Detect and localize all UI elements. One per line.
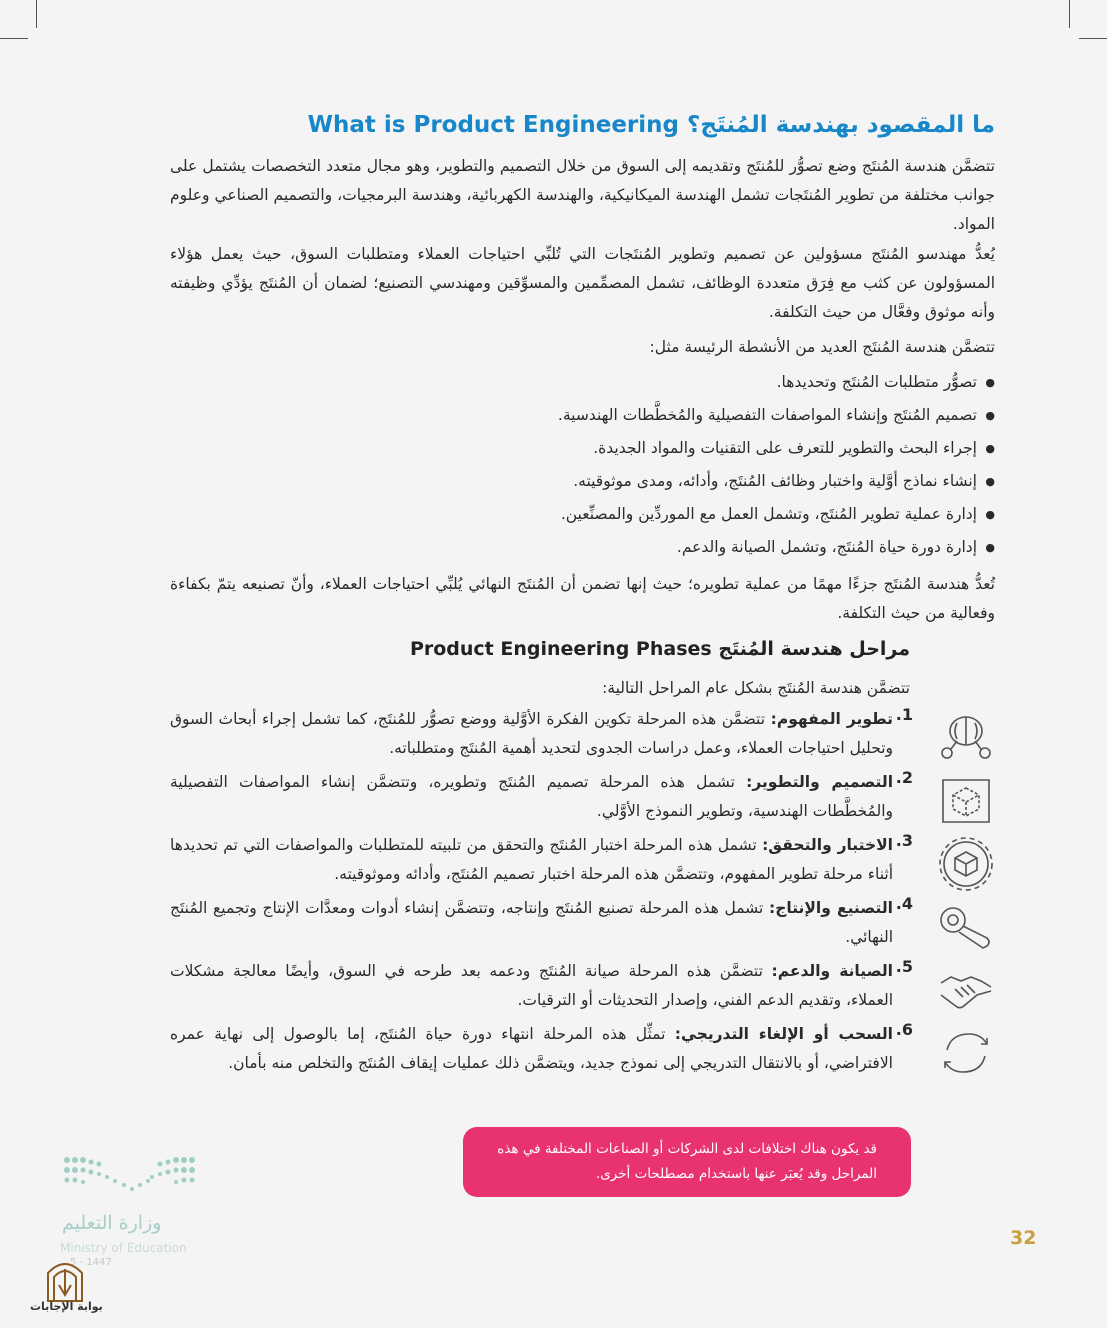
phase-name: تطوير المفهوم: xyxy=(770,710,893,728)
crop-mark xyxy=(0,38,28,39)
ministry-name-ar: وزارة التعليم xyxy=(62,1212,162,1234)
phase-description: تشمل هذه المرحلة تصنيع المُنتَج وإنتاجه، وتتضمَّن إنشاء أدوات ومعدَّات الإنتاج وتجميع المُنتَج النهائي. xyxy=(170,899,893,946)
phase-name: التصميم والتطوير: xyxy=(746,773,894,791)
page-title: ما المقصود بهندسة المُنتَج؟ What is Product Engineering xyxy=(307,112,995,138)
ministry-year: 5 - 1447 xyxy=(70,1257,112,1268)
watermark-logo-icon xyxy=(28,1255,102,1303)
phase-description: تتضمَّن هذه المرحلة صيانة المُنتَج ودعمه بعد طرحه في السوق، وأيضًا معالجة مشكلات العملاء، وتقديم الدعم الفني، وإصدار التحديثات أو الترقيات. xyxy=(170,962,893,1009)
handshake-icon xyxy=(937,961,995,1019)
note-box: قد يكون هناك اختلافات لدى الشركات أو الصناعات المختلفة في هذه المراحل وقد يُعبَر عنها باستخدام مصطلحات أخرى. xyxy=(463,1127,911,1197)
phase-item xyxy=(170,1020,995,1110)
phase-description: تتضمَّن هذه المرحلة تكوين الفكرة الأوَّلية ووضع تصوُّر للمُنتَج، كما تشمل إجراء أبحاث السوق وتحليل احتياجات العملاء، وعمل دراسات الجدوى لتحديد أهمية المُنتَج ومتطلباته. xyxy=(170,710,893,757)
phase-text xyxy=(170,1020,893,1078)
activities-list xyxy=(170,366,1015,564)
page-number: 32 xyxy=(1010,1227,1037,1249)
phase-description: تشمل هذه المرحلة تصميم المُنتَج وتطويره، وتتضمَّن إنشاء المواصفات التفصيلية والمُخطَّطات الهندسية، وتطوير النموذج الأوَّلي. xyxy=(170,773,893,820)
phase-name: الصيانة والدعم: xyxy=(771,962,893,980)
phase-text xyxy=(170,831,893,889)
phase-name: السحب أو الإلغاء التدريجي: xyxy=(674,1025,893,1043)
phase-name: التصنيع والإنتاج: xyxy=(769,899,893,917)
phase-name: الاختبار والتحقق: xyxy=(762,836,893,854)
phase-text xyxy=(170,705,893,763)
list-item: ● تصميم المُنتَج وإنشاء المواصفات التفصيلية والمُخطَّطات الهندسية. xyxy=(170,399,995,432)
crop-mark xyxy=(36,0,37,28)
phase-number: 3. xyxy=(895,831,913,850)
phase-description: تمثِّل هذه المرحلة انتهاء دورة حياة المُنتَج، إما بالوصول إلى نهاية عمره الافتراضي، أو بالانتقال التدريجي إلى نموذج جديد، ويتضمَّن ذلك عمليات إيقاف المُنتَج والتخلص منه بأمان. xyxy=(170,1025,893,1072)
intro-paragraph: تتضمَّن هندسة المُنتَج وضع تصوُّر للمُنتَج وتقديمه إلى السوق من خلال التصميم والتطوير، وهو مجال متعدد التخصصات يشتمل على جوانب مختلفة من تطوير المُنتَجات تشمل الهندسة الميكانيكية، والهندسة الكهربائية، وهندسة البرمجيات، والتصميم الصناعي وعلوم المواد. xyxy=(170,157,995,233)
phase-description: تشمل هذه المرحلة اختبار المُنتَج والتحقق من تلبيته للمتطلبات والمواصفات التي تم تحديدها أثناء مرحلة تطوير المفهوم، وتتضمَّن هذه المرحلة اختبار تصميم المُنتَج، وأدائه وموثوقيته. xyxy=(170,836,893,883)
list-item: ● إدارة دورة حياة المُنتَج، وتشمل الصيانة والدعم. xyxy=(170,531,995,564)
cube-blueprint-icon xyxy=(937,772,995,830)
phase-text xyxy=(170,894,893,952)
crop-mark xyxy=(1079,38,1107,39)
crop-mark xyxy=(1069,0,1070,28)
phase-text xyxy=(170,768,893,826)
activities-lead: تتضمَّن هندسة المُنتَج العديد من الأنشطة الرئيسة مثل: xyxy=(649,338,995,356)
list-item: ● تصوُّر متطلبات المُنتَج وتحديدها. xyxy=(170,366,995,399)
phase-item xyxy=(170,831,995,894)
wrench-icon xyxy=(937,898,995,956)
phase-item xyxy=(170,957,995,1020)
brain-gears-icon xyxy=(937,709,995,767)
phase-text xyxy=(170,957,893,1015)
list-item: ● إدارة عملية تطوير المُنتَج، وتشمل العمل مع الموردِّين والمصنِّعين. xyxy=(170,498,995,531)
engineers-paragraph: يُعدُّ مهندسو المُنتَج مسؤولين عن تصميم وتطوير المُنتَجات التي تُلبِّي احتياجات العملاء ومتطلبات السوق، حيث يعمل هؤلاء المسؤولون عن كثب مع فِرَق متعددة الوظائف، تشمل المصمِّمين والمسوِّقين ومهندسي التصنيع؛ لضمان أن المُنتَج يؤدِّي وظيفته وأنه موثوق وفعَّال من حيث التكلفة. xyxy=(170,245,995,321)
phase-number: 2. xyxy=(895,768,913,787)
phase-item xyxy=(170,705,995,768)
phase-item xyxy=(170,894,995,957)
ministry-logo-icon xyxy=(62,1155,197,1200)
gear-cube-icon xyxy=(937,835,995,893)
importance-paragraph: تُعدُّ هندسة المُنتَج جزءًا مهمًا من عملية تطويره؛ حيث إنها تضمن أن المُنتَج النهائي يُلبِّي احتياجات العملاء، وأنّ تصنيعه يتمّ بكفاءة وفعالية من حيث التكلفة. xyxy=(170,575,995,622)
list-item: ● إجراء البحث والتطوير للتعرف على التقنيات والمواد الجديدة. xyxy=(170,432,995,465)
ministry-name-en: Ministry of Education xyxy=(60,1241,187,1255)
watermark-text: بوابة الإجابات xyxy=(30,1300,103,1313)
phase-number: 1. xyxy=(895,705,913,724)
cycle-arrows-icon xyxy=(937,1024,995,1082)
list-item: ● إنشاء نماذج أوَّلية واختبار وظائف المُنتَج، وأدائه، ومدى موثوقيته. xyxy=(170,465,995,498)
phase-number: 6. xyxy=(895,1020,913,1039)
phases-intro: تتضمَّن هندسة المُنتَج بشكل عام المراحل التالية: xyxy=(602,679,910,697)
phase-number: 5. xyxy=(895,957,913,976)
phase-item xyxy=(170,768,995,831)
phase-number: 4. xyxy=(895,894,913,913)
phases-list xyxy=(170,705,995,1110)
phases-heading: مراحل هندسة المُنتَج Product Engineering Phases xyxy=(409,638,910,660)
